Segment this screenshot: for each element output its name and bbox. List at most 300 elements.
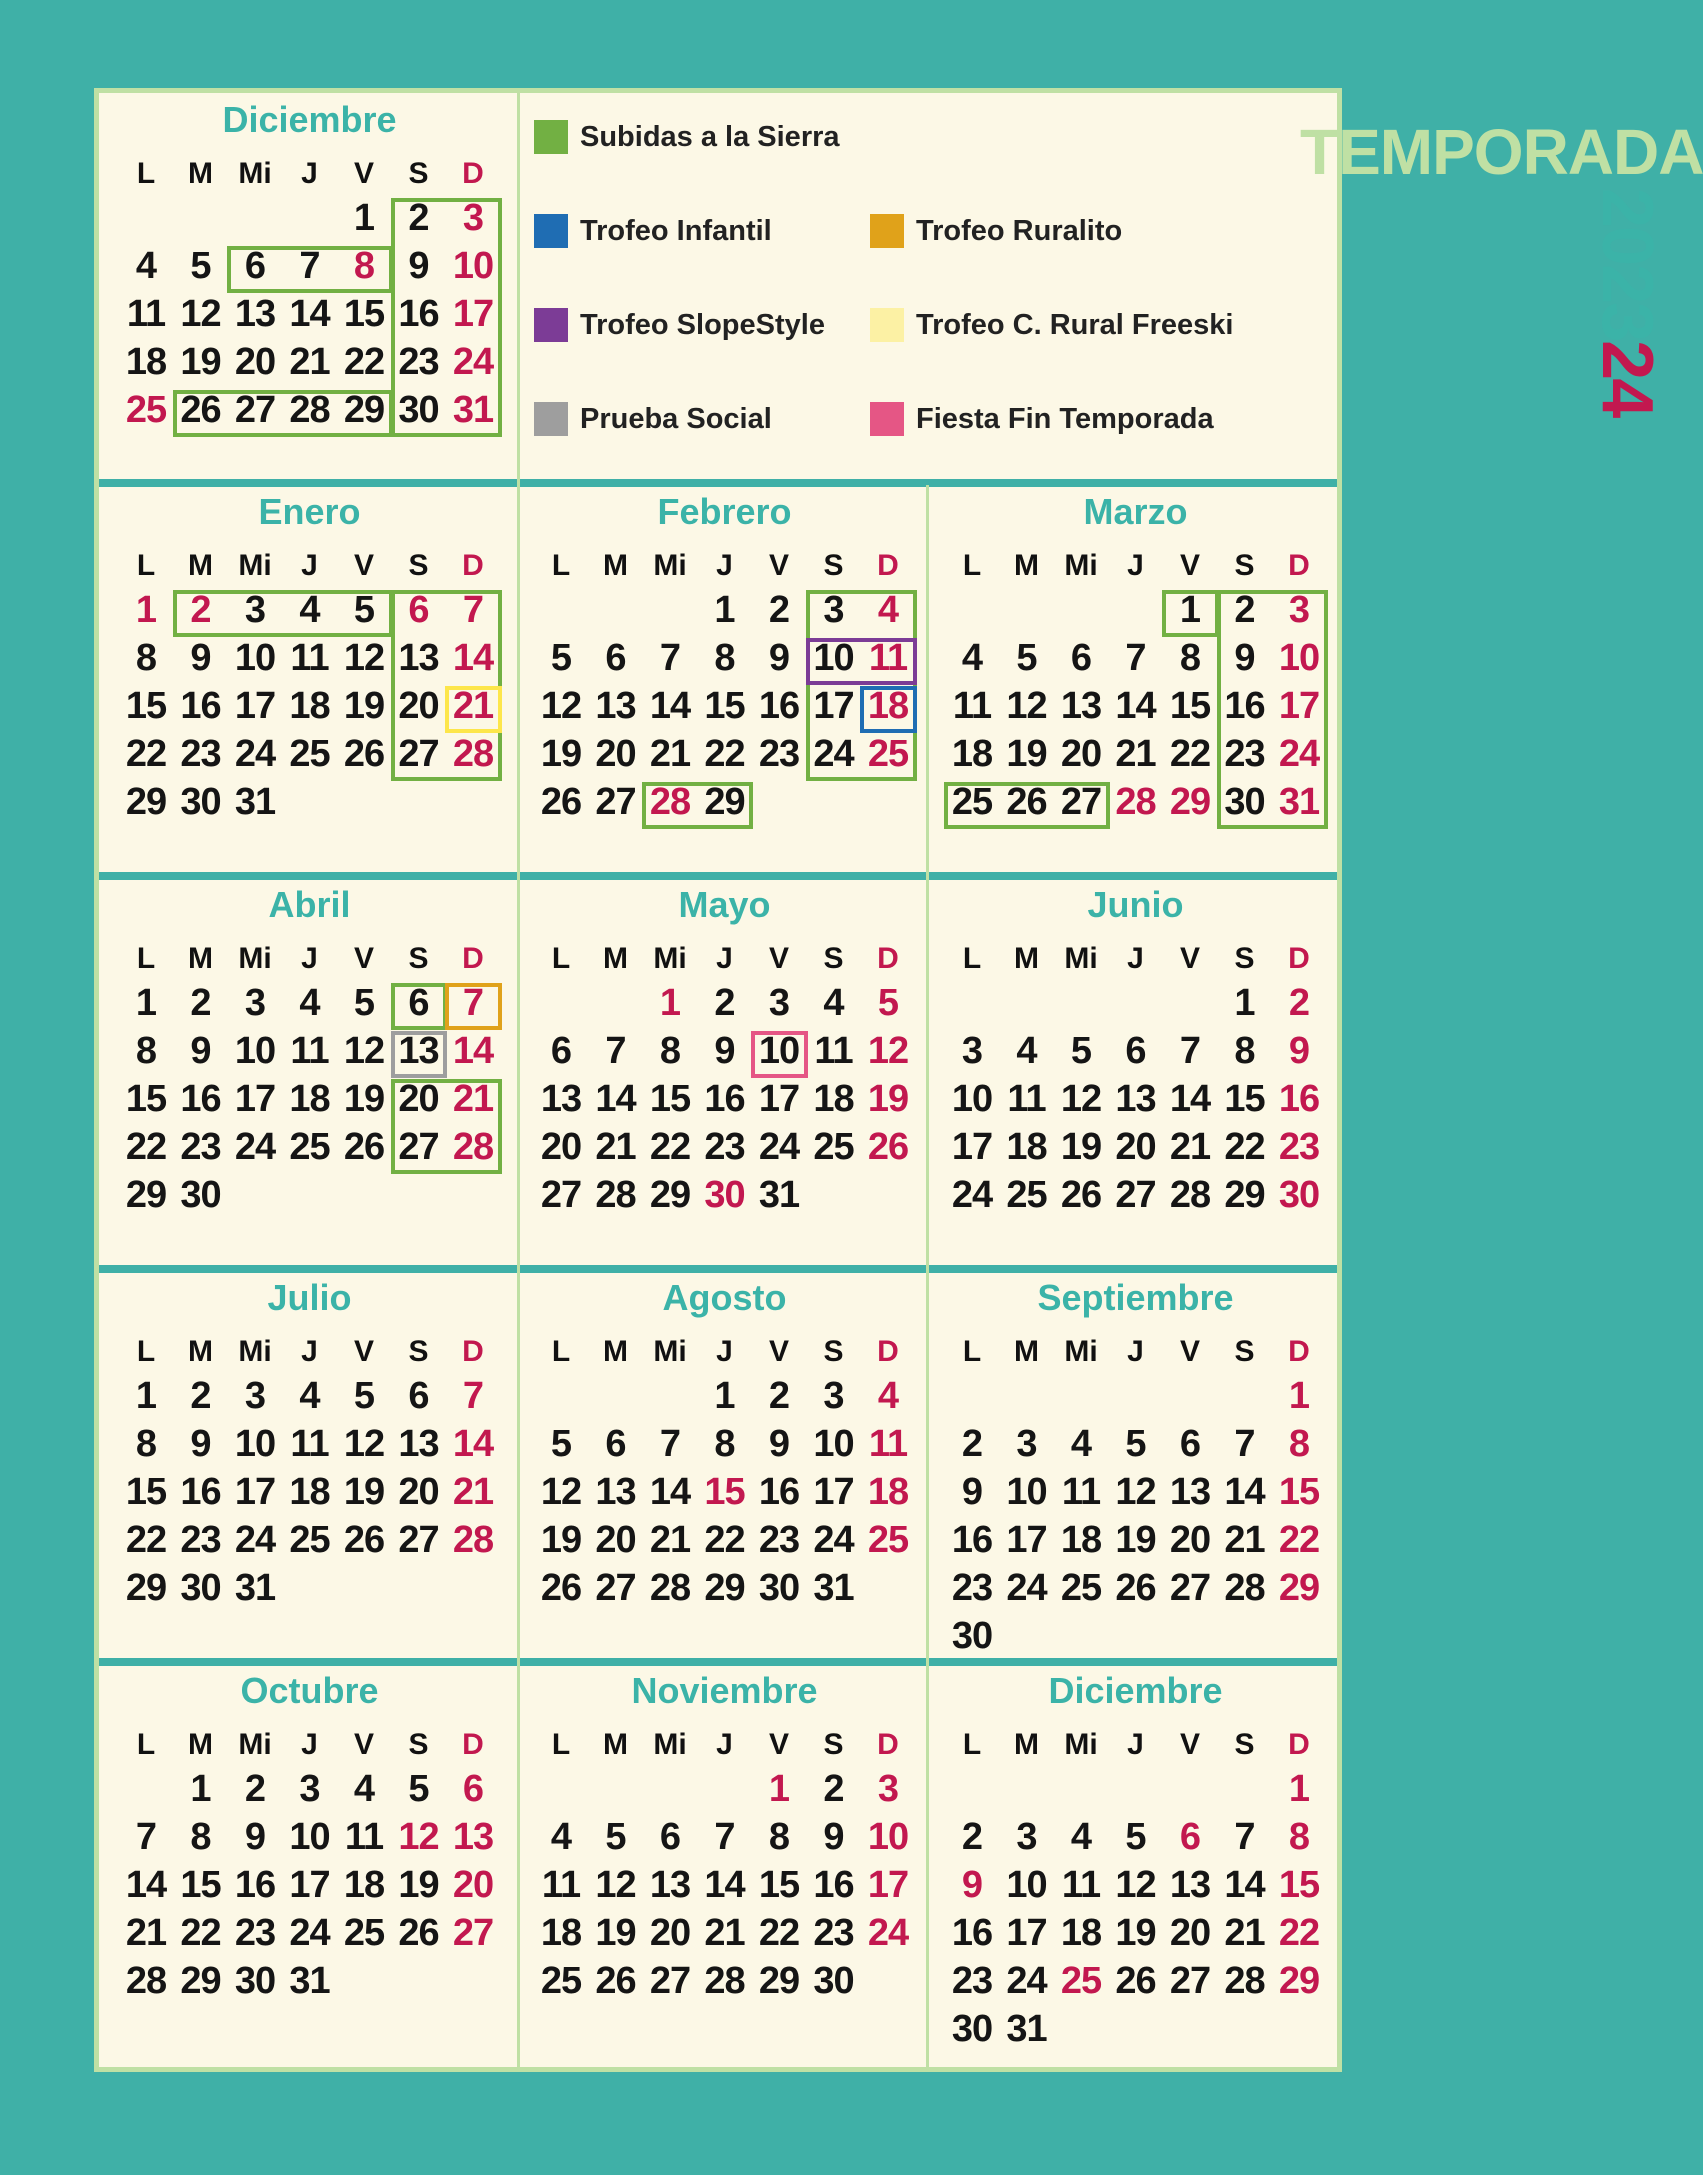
day: 30 bbox=[813, 1960, 854, 2002]
day: 24 bbox=[1006, 1567, 1047, 1609]
day: 6 bbox=[1179, 1816, 1201, 1858]
day: 8 bbox=[659, 1030, 681, 1072]
month-diciembre-2023 bbox=[99, 93, 520, 485]
day: 28 bbox=[1224, 1960, 1265, 2002]
day: 8 bbox=[135, 637, 157, 679]
weekday-header: D bbox=[1288, 1728, 1310, 1761]
day: 2 bbox=[190, 589, 211, 631]
day: 28 bbox=[125, 1960, 167, 2002]
day: 22 bbox=[1224, 1126, 1265, 1168]
day: 9 bbox=[190, 1030, 211, 1072]
day: 24 bbox=[234, 1519, 276, 1561]
day: 6 bbox=[605, 1423, 626, 1465]
day: 13 bbox=[649, 1864, 691, 1906]
weekday-header: D bbox=[1288, 942, 1310, 975]
day: 13 bbox=[1169, 1471, 1211, 1513]
day: 23 bbox=[180, 733, 221, 775]
month-diciembre bbox=[929, 1664, 1342, 2072]
month-title: Mayo bbox=[678, 884, 771, 925]
day: 29 bbox=[343, 389, 385, 431]
day: 6 bbox=[1070, 637, 1092, 679]
day: 29 bbox=[1278, 1960, 1320, 2002]
weekday-header: M bbox=[188, 942, 213, 975]
day: 1 bbox=[659, 982, 681, 1024]
day: 8 bbox=[353, 245, 375, 287]
weekday-header: Mi bbox=[653, 1728, 687, 1761]
day: 19 bbox=[595, 1912, 636, 1954]
day: 3 bbox=[823, 589, 844, 631]
event-highlight bbox=[227, 246, 393, 293]
day: 16 bbox=[180, 1078, 221, 1120]
day: 13 bbox=[540, 1078, 582, 1120]
weekday-header: Mi bbox=[238, 1335, 272, 1368]
day: 13 bbox=[398, 1423, 439, 1465]
day: 4 bbox=[135, 245, 157, 287]
day-grid bbox=[534, 942, 916, 1242]
day: 3 bbox=[877, 1768, 899, 1810]
day: 28 bbox=[595, 1174, 636, 1216]
day-grid bbox=[119, 1335, 501, 1635]
day: 19 bbox=[343, 685, 385, 727]
weekday-header: M bbox=[603, 549, 628, 582]
day: 21 bbox=[649, 1519, 691, 1561]
day: 24 bbox=[758, 1126, 800, 1168]
month-title: Noviembre bbox=[631, 1670, 818, 1711]
day: 17 bbox=[758, 1078, 800, 1120]
day: 9 bbox=[1234, 637, 1255, 679]
day: 17 bbox=[813, 1471, 854, 1513]
day: 23 bbox=[180, 1126, 221, 1168]
day-grid bbox=[534, 1728, 916, 2028]
day: 26 bbox=[180, 389, 221, 431]
weekday-header: J bbox=[1127, 1335, 1144, 1368]
day: 29 bbox=[704, 781, 745, 823]
day: 6 bbox=[659, 1816, 681, 1858]
day: 30 bbox=[951, 2008, 993, 2050]
month-title: Diciembre bbox=[1048, 1670, 1223, 1711]
day: 30 bbox=[1224, 781, 1265, 823]
day: 2 bbox=[768, 589, 790, 631]
weekday-header: J bbox=[1127, 1728, 1144, 1761]
weekday-header: S bbox=[408, 157, 429, 190]
day: 6 bbox=[462, 1768, 484, 1810]
day: 10 bbox=[234, 1423, 276, 1465]
day: 24 bbox=[813, 733, 854, 775]
weekday-header: S bbox=[823, 549, 844, 582]
day: 26 bbox=[1115, 1960, 1156, 2002]
day: 14 bbox=[1224, 1471, 1265, 1513]
day: 8 bbox=[714, 1423, 735, 1465]
day: 9 bbox=[408, 245, 429, 287]
day: 17 bbox=[1278, 685, 1320, 727]
day: 14 bbox=[1169, 1078, 1211, 1120]
day: 16 bbox=[1278, 1078, 1320, 1120]
day: 23 bbox=[704, 1126, 745, 1168]
day: 2 bbox=[190, 1375, 211, 1417]
day: 21 bbox=[452, 1471, 494, 1513]
legend-item bbox=[534, 308, 825, 342]
day: 13 bbox=[595, 1471, 636, 1513]
day: 4 bbox=[1070, 1816, 1092, 1858]
day: 11 bbox=[868, 637, 908, 679]
day: 1 bbox=[135, 589, 157, 631]
day: 21 bbox=[649, 733, 691, 775]
day: 10 bbox=[289, 1816, 330, 1858]
weekday-header: J bbox=[716, 1728, 733, 1761]
day: 23 bbox=[758, 733, 800, 775]
day: 25 bbox=[540, 1960, 582, 2002]
weekday-header: J bbox=[716, 1335, 733, 1368]
day: 27 bbox=[398, 733, 439, 775]
day: 6 bbox=[605, 637, 626, 679]
day: 17 bbox=[452, 293, 494, 335]
day: 22 bbox=[180, 1912, 221, 1954]
day: 27 bbox=[1060, 781, 1102, 823]
event-highlight bbox=[391, 198, 502, 437]
legend-item bbox=[534, 214, 772, 248]
day: 1 bbox=[135, 982, 157, 1024]
legend-item bbox=[870, 308, 1234, 342]
day: 27 bbox=[398, 1126, 439, 1168]
weekday-header: Mi bbox=[238, 942, 272, 975]
day: 18 bbox=[1006, 1126, 1047, 1168]
day: 20 bbox=[1169, 1912, 1211, 1954]
day-grid bbox=[119, 1728, 501, 2028]
month-abril bbox=[99, 878, 520, 1271]
day: 12 bbox=[343, 637, 385, 679]
day: 23 bbox=[180, 1519, 221, 1561]
weekday-header: M bbox=[603, 1728, 628, 1761]
day: 30 bbox=[1278, 1174, 1320, 1216]
day: 12 bbox=[398, 1816, 439, 1858]
weekday-header: J bbox=[716, 549, 733, 582]
weekday-header: V bbox=[353, 942, 374, 975]
day: 22 bbox=[649, 1126, 691, 1168]
day: 27 bbox=[452, 1912, 494, 1954]
day: 1 bbox=[768, 1768, 790, 1810]
day: 11 bbox=[126, 293, 166, 335]
weekday-header: V bbox=[353, 1335, 374, 1368]
weekday-header: L bbox=[136, 1335, 156, 1368]
day: 4 bbox=[1070, 1423, 1092, 1465]
day: 15 bbox=[1278, 1471, 1320, 1513]
day: 4 bbox=[1016, 1030, 1037, 1072]
weekday-header: J bbox=[716, 942, 733, 975]
weekday-header: S bbox=[1234, 1335, 1255, 1368]
day: 12 bbox=[1060, 1078, 1102, 1120]
day: 29 bbox=[125, 781, 167, 823]
day: 17 bbox=[867, 1864, 909, 1906]
day: 31 bbox=[452, 389, 494, 431]
day-grid bbox=[119, 157, 501, 457]
legend-label: Trofeo Ruralito bbox=[916, 214, 1123, 247]
weekday-header: S bbox=[1234, 549, 1255, 582]
day: 2 bbox=[961, 1816, 983, 1858]
month-title: Julio bbox=[267, 1277, 352, 1318]
day: 18 bbox=[289, 1078, 330, 1120]
day: 13 bbox=[1115, 1078, 1156, 1120]
weekday-header: L bbox=[136, 1728, 156, 1761]
day: 4 bbox=[299, 982, 320, 1024]
day: 18 bbox=[289, 685, 330, 727]
day: 20 bbox=[1169, 1519, 1211, 1561]
day: 11 bbox=[814, 1030, 853, 1072]
month-octubre bbox=[99, 1664, 520, 2072]
day: 11 bbox=[952, 685, 992, 727]
day: 8 bbox=[190, 1816, 211, 1858]
day: 20 bbox=[398, 685, 439, 727]
day: 7 bbox=[299, 245, 320, 287]
legend-label: Subidas a la Sierra bbox=[580, 120, 840, 153]
day: 20 bbox=[595, 733, 636, 775]
day: 5 bbox=[1125, 1816, 1146, 1858]
day: 21 bbox=[704, 1912, 745, 1954]
day: 10 bbox=[813, 1423, 854, 1465]
month-marzo bbox=[929, 485, 1342, 878]
day: 24 bbox=[234, 1126, 276, 1168]
day: 28 bbox=[1224, 1567, 1265, 1609]
day: 25 bbox=[813, 1126, 854, 1168]
day: 12 bbox=[180, 293, 221, 335]
day: 5 bbox=[1070, 1030, 1092, 1072]
day: 18 bbox=[813, 1078, 854, 1120]
day: 7 bbox=[1234, 1816, 1255, 1858]
day: 26 bbox=[595, 1960, 636, 2002]
weekday-header: V bbox=[768, 942, 789, 975]
day: 24 bbox=[234, 733, 276, 775]
weekday-header: L bbox=[551, 1335, 571, 1368]
day: 29 bbox=[1224, 1174, 1265, 1216]
day: 17 bbox=[234, 1078, 276, 1120]
day: 4 bbox=[823, 982, 844, 1024]
day: 23 bbox=[398, 341, 439, 383]
day: 6 bbox=[408, 589, 429, 631]
legend-label: Fiesta Fin Temporada bbox=[916, 402, 1214, 435]
day: 25 bbox=[343, 1912, 385, 1954]
day: 1 bbox=[1288, 1375, 1310, 1417]
day: 16 bbox=[234, 1864, 276, 1906]
day: 26 bbox=[1006, 781, 1047, 823]
month-noviembre bbox=[520, 1664, 929, 2072]
weekday-header: V bbox=[1179, 1728, 1200, 1761]
day: 4 bbox=[961, 637, 983, 679]
weekday-header: V bbox=[1179, 942, 1200, 975]
legend-swatch bbox=[534, 402, 568, 436]
weekday-header: D bbox=[462, 942, 484, 975]
day: 18 bbox=[867, 685, 909, 727]
day: 14 bbox=[1224, 1864, 1265, 1906]
day: 31 bbox=[234, 781, 276, 823]
weekday-header: L bbox=[551, 1728, 571, 1761]
day: 28 bbox=[649, 1567, 691, 1609]
day: 31 bbox=[1278, 781, 1320, 823]
day: 9 bbox=[961, 1471, 983, 1513]
day: 28 bbox=[452, 1519, 494, 1561]
day: 18 bbox=[1060, 1519, 1102, 1561]
weekday-header: M bbox=[188, 549, 213, 582]
day: 5 bbox=[353, 982, 375, 1024]
event-highlight bbox=[1162, 590, 1219, 637]
day: 8 bbox=[1234, 1030, 1255, 1072]
day: 21 bbox=[125, 1912, 167, 1954]
day: 13 bbox=[398, 637, 439, 679]
weekday-header: J bbox=[301, 549, 318, 582]
day: 24 bbox=[951, 1174, 993, 1216]
day: 31 bbox=[813, 1567, 854, 1609]
day: 20 bbox=[1060, 733, 1102, 775]
day: 21 bbox=[595, 1126, 636, 1168]
day: 12 bbox=[343, 1423, 385, 1465]
day: 26 bbox=[343, 1126, 385, 1168]
day: 5 bbox=[408, 1768, 429, 1810]
day: 8 bbox=[1288, 1423, 1310, 1465]
day: 25 bbox=[1060, 1567, 1102, 1609]
day: 9 bbox=[244, 1816, 266, 1858]
day: 16 bbox=[180, 1471, 221, 1513]
day: 22 bbox=[125, 1126, 167, 1168]
weekday-header: L bbox=[551, 942, 571, 975]
weekday-header: L bbox=[136, 942, 156, 975]
day: 3 bbox=[823, 1375, 844, 1417]
day: 15 bbox=[1224, 1078, 1265, 1120]
day: 13 bbox=[234, 293, 276, 335]
day: 1 bbox=[1234, 982, 1255, 1024]
day: 7 bbox=[1179, 1030, 1201, 1072]
day: 2 bbox=[190, 982, 211, 1024]
day: 9 bbox=[768, 637, 790, 679]
day: 14 bbox=[125, 1864, 167, 1906]
day: 15 bbox=[1278, 1864, 1320, 1906]
day: 10 bbox=[867, 1816, 909, 1858]
day: 12 bbox=[540, 1471, 582, 1513]
weekday-header: D bbox=[877, 942, 899, 975]
day: 19 bbox=[1006, 733, 1047, 775]
day: 14 bbox=[289, 293, 330, 335]
month-title: Enero bbox=[258, 491, 361, 532]
day: 19 bbox=[398, 1864, 439, 1906]
day: 30 bbox=[951, 1615, 993, 1657]
day: 12 bbox=[1006, 685, 1047, 727]
day: 28 bbox=[452, 733, 494, 775]
legend-item bbox=[534, 120, 840, 154]
day: 21 bbox=[1115, 733, 1156, 775]
day: 23 bbox=[1278, 1126, 1320, 1168]
day: 27 bbox=[1169, 1567, 1211, 1609]
day: 29 bbox=[758, 1960, 800, 2002]
day: 4 bbox=[353, 1768, 375, 1810]
day: 14 bbox=[452, 1030, 494, 1072]
day: 26 bbox=[540, 1567, 582, 1609]
day: 7 bbox=[659, 1423, 681, 1465]
day: 1 bbox=[714, 589, 735, 631]
day: 28 bbox=[1115, 781, 1156, 823]
day: 16 bbox=[813, 1864, 854, 1906]
day: 5 bbox=[1125, 1423, 1146, 1465]
weekday-header: Mi bbox=[653, 1335, 687, 1368]
season-year-part2: 24 bbox=[1587, 340, 1667, 417]
day: 9 bbox=[1288, 1030, 1310, 1072]
day: 11 bbox=[868, 1423, 908, 1465]
day: 14 bbox=[649, 685, 691, 727]
day: 19 bbox=[1115, 1912, 1156, 1954]
day: 7 bbox=[1234, 1423, 1255, 1465]
weekday-header: S bbox=[408, 942, 429, 975]
day: 17 bbox=[289, 1864, 330, 1906]
day: 26 bbox=[540, 781, 582, 823]
day: 17 bbox=[234, 685, 276, 727]
weekday-header: J bbox=[1127, 549, 1144, 582]
weekday-header: L bbox=[962, 1728, 982, 1761]
weekday-header: V bbox=[768, 1335, 789, 1368]
day: 23 bbox=[951, 1960, 993, 2002]
day: 18 bbox=[951, 733, 993, 775]
day: 16 bbox=[398, 293, 439, 335]
day: 22 bbox=[1278, 1519, 1320, 1561]
weekday-header: L bbox=[962, 549, 982, 582]
day: 8 bbox=[1288, 1816, 1310, 1858]
day: 23 bbox=[951, 1567, 993, 1609]
weekday-header: D bbox=[877, 1335, 899, 1368]
day: 15 bbox=[704, 685, 745, 727]
weekday-header: L bbox=[136, 157, 156, 190]
day: 1 bbox=[353, 197, 375, 239]
day: 15 bbox=[649, 1078, 691, 1120]
day: 19 bbox=[867, 1078, 909, 1120]
day: 12 bbox=[595, 1864, 636, 1906]
day: 15 bbox=[125, 685, 167, 727]
day: 18 bbox=[540, 1912, 582, 1954]
month-title: Diciembre bbox=[222, 99, 397, 140]
legend-label: Trofeo SlopeStyle bbox=[580, 308, 825, 341]
weekday-header: Mi bbox=[653, 549, 687, 582]
month-junio bbox=[929, 878, 1342, 1271]
day: 22 bbox=[758, 1912, 800, 1954]
legend-item bbox=[870, 402, 1214, 436]
day: 27 bbox=[540, 1174, 582, 1216]
day: 12 bbox=[1115, 1864, 1156, 1906]
weekday-header: L bbox=[962, 1335, 982, 1368]
day: 4 bbox=[877, 589, 899, 631]
month-title: Octubre bbox=[240, 1670, 379, 1711]
day: 15 bbox=[125, 1471, 167, 1513]
weekday-header: V bbox=[1179, 1335, 1200, 1368]
day: 3 bbox=[299, 1768, 320, 1810]
month-title: Abril bbox=[268, 884, 351, 925]
day: 7 bbox=[659, 637, 681, 679]
day: 16 bbox=[951, 1519, 993, 1561]
day: 2 bbox=[1234, 589, 1255, 631]
event-highlight bbox=[173, 390, 393, 437]
day: 24 bbox=[867, 1912, 909, 1954]
day: 4 bbox=[877, 1375, 899, 1417]
day: 5 bbox=[550, 637, 572, 679]
day: 9 bbox=[823, 1816, 844, 1858]
day: 17 bbox=[951, 1126, 993, 1168]
day: 31 bbox=[1006, 2008, 1047, 2050]
day: 5 bbox=[605, 1816, 626, 1858]
day: 24 bbox=[1006, 1960, 1047, 2002]
month-title: Septiembre bbox=[1037, 1277, 1234, 1318]
day: 16 bbox=[758, 1471, 800, 1513]
legend-label: Trofeo Infantil bbox=[580, 214, 772, 247]
weekday-header: S bbox=[1234, 942, 1255, 975]
day: 3 bbox=[1016, 1423, 1037, 1465]
day: 7 bbox=[135, 1816, 157, 1858]
weekday-header: V bbox=[768, 549, 789, 582]
day: 29 bbox=[180, 1960, 221, 2002]
legend-swatch bbox=[534, 120, 568, 154]
day: 16 bbox=[951, 1912, 993, 1954]
